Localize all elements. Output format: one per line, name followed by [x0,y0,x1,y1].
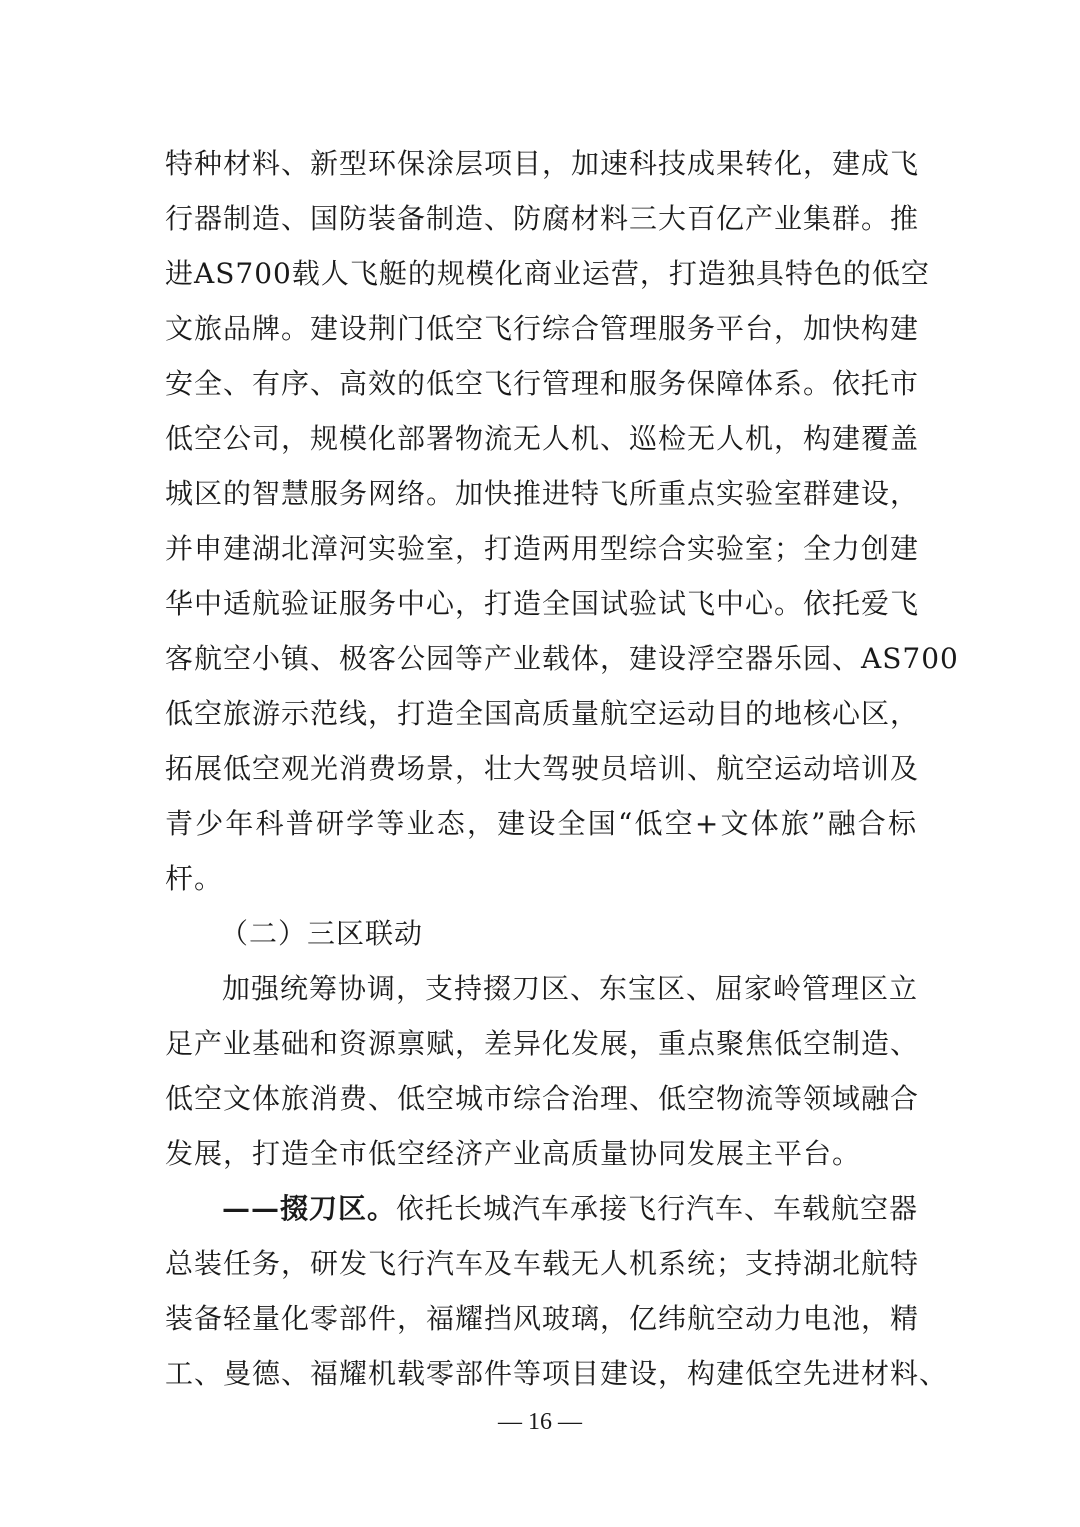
paragraph-line: 足产业基础和资源禀赋，差异化发展，重点聚焦低空制造、 [165,1027,920,1060]
paragraph-line: 城区的智慧服务网络。加快推进特飞所重点实验室群建设， [165,477,920,510]
paragraph-line: 文旅品牌。建设荆门低空飞行综合管理服务平台，加快构建 [165,312,920,345]
paragraph-line: 装备轻量化零部件，福耀挡风玻璃，亿纬航空动力电池，精 [165,1302,920,1335]
paragraph-line: 行器制造、国防装备制造、防腐材料三大百亿产业集群。推 [165,202,920,235]
paragraph-line: 华中适航验证服务中心，打造全国试验试飞中心。依托爱飞 [165,587,920,620]
paragraph-line: 低空旅游示范线，打造全国高质量航空运动目的地核心区， [165,697,920,730]
paragraph-first-line-text: 依托长城汽车承接飞行汽车、车载航空器 [396,1192,919,1225]
paragraph-line: 进AS700载人飞艇的规模化商业运营，打造独具特色的低空 [165,257,930,290]
paragraph-line: 低空公司，规模化部署物流无人机、巡检无人机，构建覆盖 [165,422,920,455]
paragraph-line: 加强统筹协调，支持掇刀区、东宝区、屈家岭管理区立 [222,972,919,1005]
paragraph-line: 安全、有序、高效的低空飞行管理和服务保障体系。依托市 [165,367,920,400]
paragraph-line: 低空文体旅消费、低空城市综合治理、低空物流等领域融合 [165,1082,920,1115]
section-heading: （二）三区联动 [220,917,424,950]
paragraph-lead-title: ——掇刀区。 [222,1192,397,1225]
paragraph-line: 客航空小镇、极客公园等产业载体，建设浮空器乐园、AS700 [165,642,959,675]
paragraph-line: 工、曼德、福耀机载零部件等项目建设，构建低空先进材料、 [165,1357,949,1390]
paragraph-line: 总装任务，研发飞行汽车及车载无人机系统；支持湖北航特 [165,1247,920,1280]
paragraph-line: 拓展低空观光消费场景，壮大驾驶员培训、航空运动培训及 [165,752,920,785]
paragraph-line: 发展，打造全市低空经济产业高质量协同发展主平台。 [165,1137,862,1170]
paragraph-line: 特种材料、新型环保涂层项目，加速科技成果转化，建成飞 [165,147,920,180]
paragraph-first-line [222,1184,917,1234]
page-number: — 16 — [498,1409,582,1435]
paragraph-line: 青少年科普研学等业态，建设全国“低空+文体旅”融合标 [165,807,917,840]
paragraph-line: 并申建湖北漳河实验室，打造两用型综合实验室；全力创建 [165,532,920,565]
paragraph-line: 杆。 [165,862,224,895]
